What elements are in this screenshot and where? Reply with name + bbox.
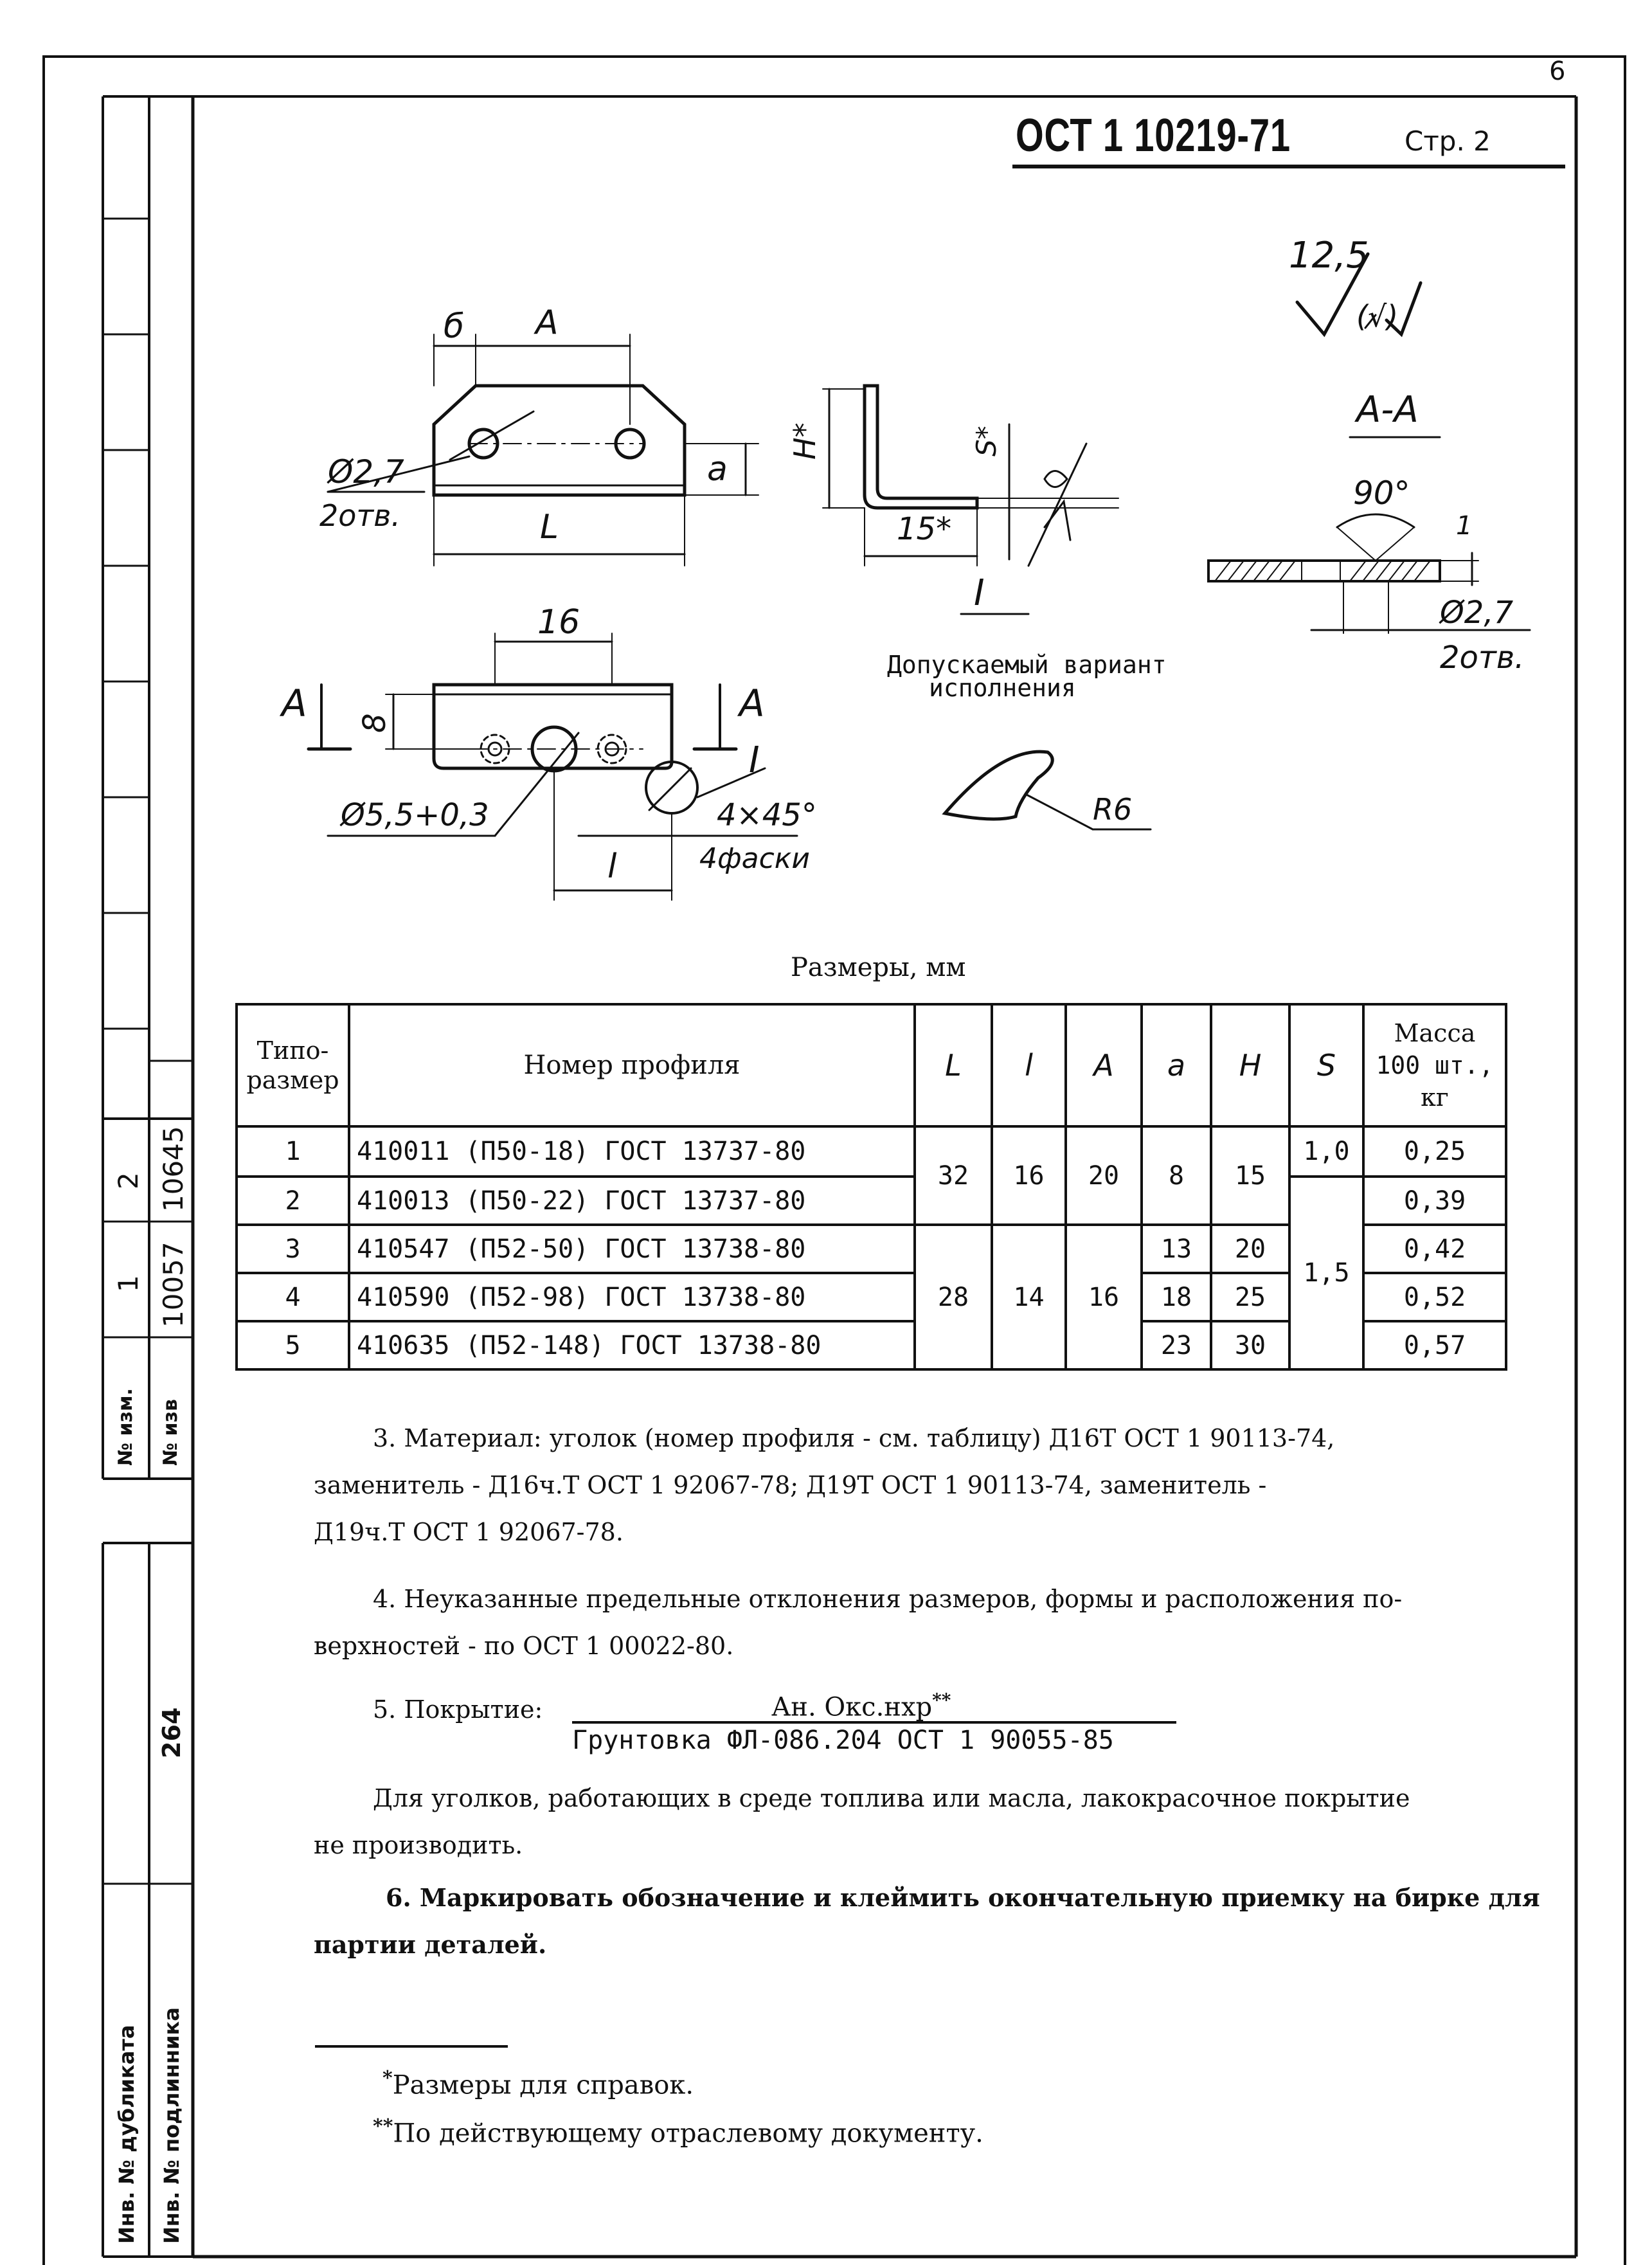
rev-col2-value-1: 10057 bbox=[157, 1241, 189, 1328]
angle-profile bbox=[865, 386, 977, 508]
S-rows-2-5: 1,5 bbox=[1289, 1177, 1363, 1369]
section-angle: 90° bbox=[1353, 474, 1410, 512]
header-mass-line1: Масса bbox=[1394, 1019, 1476, 1047]
rev-col1-label: № изм. bbox=[114, 1388, 137, 1466]
a-row-4: 18 bbox=[1142, 1273, 1211, 1321]
note-3-line1: 3. Материал: уголок (номер профиля - см. таблицу) Д16Т ОСТ 1 90113-74, bbox=[373, 1424, 1335, 1452]
header-l: l bbox=[992, 1004, 1066, 1126]
table-header-row bbox=[237, 1004, 1506, 1126]
a-row-3: 13 bbox=[1142, 1225, 1211, 1273]
note-3-line2: заменитель - Д16ч.Т ОСТ 1 92067-78; Д19Т ОСТ 1 90113-74, заменитель - bbox=[314, 1471, 1267, 1499]
row3-mass: 0,42 bbox=[1363, 1225, 1506, 1273]
hole-count: 2отв. bbox=[319, 498, 400, 533]
fraction-bar bbox=[572, 1720, 1176, 1726]
A-rows-3-5: 16 bbox=[1066, 1225, 1142, 1369]
chamfer-label: 4×45° bbox=[717, 797, 817, 833]
note-5-label: 5. Покрытие: bbox=[373, 1695, 543, 1724]
a-rows-1-2: 8 bbox=[1142, 1126, 1211, 1225]
row3-profile: 410547 (П52-50) ГОСТ 13738-80 bbox=[349, 1225, 915, 1273]
variant-line2: исполнения bbox=[929, 674, 1076, 702]
header-profile: Номер профиля bbox=[349, 1004, 915, 1126]
roughness-paren: (√) bbox=[1356, 299, 1399, 334]
standard-title: ОСТ 1 10219-71 bbox=[1016, 110, 1291, 161]
a-row-5: 23 bbox=[1142, 1321, 1211, 1369]
H-row-5: 30 bbox=[1211, 1321, 1289, 1369]
L-rows-3-5: 28 bbox=[915, 1225, 992, 1369]
part-top-view bbox=[434, 386, 685, 495]
S-row-1: 1,0 bbox=[1289, 1126, 1363, 1177]
header-type-line2: размер bbox=[246, 1066, 339, 1094]
dup-inv-label: Инв. № дубликата bbox=[114, 2025, 139, 2244]
row2-type: 2 bbox=[237, 1177, 349, 1225]
dim-S-label: S* bbox=[971, 426, 1002, 456]
coating-numerator bbox=[771, 1690, 951, 1722]
variant-line1: Допускаемый вариант bbox=[887, 651, 1167, 679]
header-A: A bbox=[1066, 1004, 1142, 1126]
section-title: A-A bbox=[1356, 389, 1419, 431]
note-6-line1: 6. Маркировать обозначение и клеймить окончательную приемку на бирке для bbox=[386, 1883, 1540, 1912]
bore-label: Ø5,5+0,3 bbox=[341, 797, 489, 833]
cut-left-label: A bbox=[282, 681, 307, 725]
A-rows-1-2: 20 bbox=[1066, 1126, 1142, 1225]
row1-mass: 0,25 bbox=[1363, 1126, 1506, 1177]
orig-inv-label: Инв. № подлинника bbox=[159, 2007, 184, 2244]
header-mass-line3: кг bbox=[1421, 1083, 1449, 1112]
hole-label: Ø2,7 bbox=[328, 453, 404, 491]
radius-label: R6 bbox=[1093, 792, 1133, 827]
row1-profile: 410011 (П50-18) ГОСТ 13737-80 bbox=[349, 1126, 915, 1177]
note-5b-line1: Для уголков, работающих в среде топлива или масла, лакокрасочное покрытие bbox=[373, 1784, 1410, 1812]
table-caption: Размеры, мм bbox=[791, 953, 966, 982]
coating-numerator-text: Ан. Окс.нхр bbox=[771, 1692, 933, 1722]
header-type-line1: Типо- bbox=[256, 1036, 329, 1065]
header-L: L bbox=[915, 1004, 992, 1126]
row2-mass: 0,39 bbox=[1363, 1177, 1506, 1225]
L-rows-1-2: 32 bbox=[915, 1126, 992, 1225]
footnote-2-text: По действующему отраслевому документу. bbox=[393, 2118, 983, 2149]
rev-col1-value-1: 1 bbox=[112, 1275, 144, 1292]
rev-col2-value-2: 10645 bbox=[157, 1126, 189, 1212]
row5-mass: 0,57 bbox=[1363, 1321, 1506, 1369]
coating-mark: ** bbox=[932, 1690, 951, 1711]
footnote-rule bbox=[315, 2044, 508, 2048]
chamfer-count: 4фаски bbox=[699, 842, 810, 875]
H-row-3: 20 bbox=[1211, 1225, 1289, 1273]
dim-15-label: 15* bbox=[897, 511, 952, 547]
row1-type: 1 bbox=[237, 1126, 349, 1177]
dim-8-label: 8 bbox=[357, 713, 393, 733]
row3-type: 3 bbox=[237, 1225, 349, 1273]
note-4-line2: верхностей - по ОСТ 1 00022-80. bbox=[314, 1632, 734, 1660]
view-I-label: I bbox=[974, 572, 985, 614]
H-row-4: 25 bbox=[1211, 1273, 1289, 1321]
footnote-2 bbox=[373, 2115, 983, 2148]
page-number: 6 bbox=[1549, 57, 1566, 86]
hole-count-2: 2отв. bbox=[1440, 640, 1525, 676]
coating-denominator: Грунтовка ФЛ-086.204 ОСТ 1 90055-85 bbox=[572, 1726, 1114, 1755]
row4-mass: 0,52 bbox=[1363, 1273, 1506, 1321]
dim-16-label: 16 bbox=[537, 603, 580, 642]
dimensions-table bbox=[235, 1003, 1507, 1371]
cut-right-label: A bbox=[739, 681, 765, 725]
rev-col1-value-2: 2 bbox=[112, 1172, 144, 1189]
table-row bbox=[237, 1126, 1506, 1177]
dim-L-label: L bbox=[540, 508, 559, 546]
row2-profile: 410013 (П50-22) ГОСТ 13737-80 bbox=[349, 1177, 915, 1225]
footnote-1-mark: * bbox=[382, 2067, 393, 2089]
header-type bbox=[237, 1004, 349, 1126]
row5-profile: 410635 (П52-148) ГОСТ 13738-80 bbox=[349, 1321, 915, 1369]
page-label: Стр. 2 bbox=[1405, 125, 1491, 157]
dim-l-label: l bbox=[607, 847, 617, 886]
row4-type: 4 bbox=[237, 1273, 349, 1321]
row4-profile: 410590 (П52-98) ГОСТ 13738-80 bbox=[349, 1273, 915, 1321]
callout-I: I bbox=[749, 739, 760, 781]
note-6-line2: партии деталей. bbox=[314, 1930, 547, 1959]
header-a: a bbox=[1142, 1004, 1211, 1126]
dim-H-label: H* bbox=[787, 422, 822, 460]
dim-b-label: б bbox=[444, 307, 465, 346]
header-mass-line2: 100 шт., bbox=[1376, 1051, 1494, 1079]
hole-label-2: Ø2,7 bbox=[1440, 595, 1514, 631]
footnote-1-text: Размеры для справок. bbox=[392, 2070, 694, 2100]
H-rows-1-2: 15 bbox=[1211, 1126, 1289, 1225]
note-5b-line2: не производить. bbox=[314, 1831, 523, 1859]
row5-type: 5 bbox=[237, 1321, 349, 1369]
header-S: S bbox=[1289, 1004, 1363, 1126]
inventory-number: 264 bbox=[157, 1707, 186, 1758]
footnote-2-mark: ** bbox=[373, 2115, 393, 2138]
l-rows-1-2: 16 bbox=[992, 1126, 1066, 1225]
header-H: H bbox=[1211, 1004, 1289, 1126]
dim-A-label: A bbox=[535, 303, 559, 342]
note-3-line3: Д19ч.Т ОСТ 1 92067-78. bbox=[314, 1518, 624, 1546]
roughness-value: 12,5 bbox=[1289, 235, 1369, 276]
rev-col2-label: № изв bbox=[159, 1399, 182, 1466]
header-mass bbox=[1363, 1004, 1506, 1126]
note-4-line1: 4. Неуказанные предельные отклонения размеров, формы и расположения по- bbox=[373, 1585, 1403, 1613]
variant-profile bbox=[945, 752, 1052, 819]
table-row bbox=[237, 1177, 1506, 1225]
dim-a-label: a bbox=[707, 450, 728, 489]
l-rows-3-5: 14 bbox=[992, 1225, 1066, 1369]
footnote-1 bbox=[382, 2067, 694, 2100]
section-one: 1 bbox=[1456, 511, 1473, 541]
